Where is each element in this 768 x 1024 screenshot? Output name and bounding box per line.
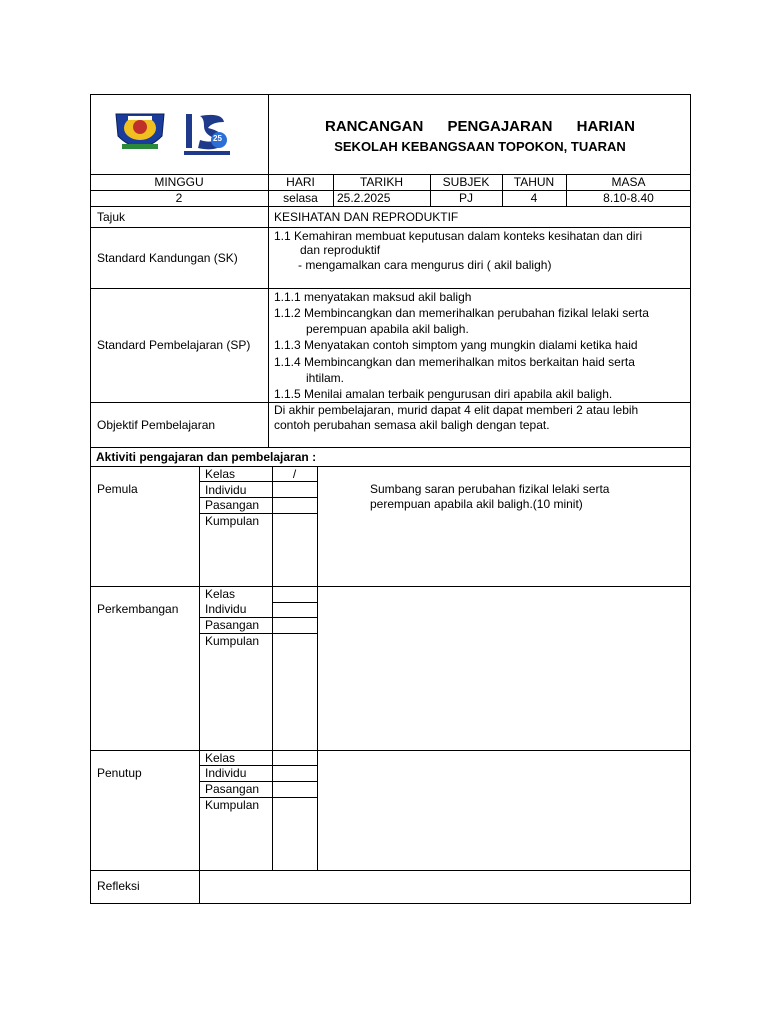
hari-value: selasa [283,191,318,205]
subjek-value: PJ [458,191,473,205]
sp-line: 1.1.1 menyatakan maksud akil baligh [274,290,472,304]
penutup-label: Penutup [97,766,142,780]
aktiviti-heading: Aktiviti pengajaran dan pembelajaran : [96,450,317,464]
group-individu: Individu [205,483,247,497]
group-pasangan: Pasangan [205,618,260,632]
pemula-kelas-mark: / [292,467,297,481]
group-kelas: Kelas [205,467,236,481]
group-pasangan: Pasangan [205,782,260,796]
group-kumpulan: Kumpulan [205,798,260,812]
page-title: RANCANGAN PENGAJARAN HARIAN [324,118,635,135]
sp-line: perempuan apabila akil baligh. [306,322,469,336]
objektif-label: Objektif Pembelajaran [97,418,216,432]
anniversary-logo [182,106,232,160]
school-name: SEKOLAH KEBANGSAAN TOPOKON, TUARAN [334,139,626,154]
sp-line: 1.1.4 Membincangkan dan memerihalkan mitos berkaitan haid serta [274,355,635,369]
tajuk-value: KESIHATAN DAN REPRODUKTIF [274,210,459,224]
group-pasangan: Pasangan [205,498,260,512]
tarikh-label: TARIKH [359,175,404,189]
group-kelas: Kelas [205,751,236,765]
sp-line: ihtilam. [306,371,345,385]
sp-line: 1.1.5 Menilai amalan terbaik pengurusan diri apabila akil baligh. [274,387,613,401]
objektif-line: contoh perubahan semasa akil baligh dengan tepat. [274,418,550,432]
school-crest-logo [108,106,172,158]
sp-line: 1.1.2 Membincangkan dan memerihalkan perubahan fizikal lelaki serta [274,306,649,320]
group-individu: Individu [205,766,247,780]
tahun-label: TAHUN [513,175,555,189]
tajuk-label: Tajuk [97,210,126,224]
refleksi-label: Refleksi [97,879,140,893]
perkembangan-label: Perkembangan [97,602,179,616]
hari-label: HARI [286,175,315,189]
group-individu: Individu [205,602,247,616]
sk-line: dan reproduktif [300,243,381,257]
tahun-value: 4 [530,191,538,205]
pemula-label: Pemula [97,482,138,496]
group-kumpulan: Kumpulan [205,634,260,648]
logo-number: 25 [213,134,222,143]
minggu-value: 2 [175,191,183,205]
subjek-label: SUBJEK [442,175,490,189]
group-kelas: Kelas [205,587,236,601]
group-kumpulan: Kumpulan [205,514,260,528]
sk-line: - mengamalkan cara mengurus diri ( akil baligh) [298,258,552,272]
sp-line: 1.1.3 Menyatakan contoh simptom yang mungkin dialami ketika haid [274,338,638,352]
objektif-line: Di akhir pembelajaran, murid dapat 4 elit dapat memberi 2 atau lebih [274,403,639,417]
sp-label: Standard Pembelajaran (SP) [97,338,251,352]
sk-label: Standard Kandungan (SK) [97,251,238,265]
masa-label: MASA [611,175,646,189]
minggu-label: MINGGU [154,175,204,189]
tarikh-value: 25.2.2025 [337,191,391,205]
pemula-activity-line: perempuan apabila akil baligh.(10 minit) [370,497,583,511]
masa-value: 8.10-8.40 [603,191,654,205]
pemula-activity-line: Sumbang saran perubahan fizikal lelaki serta [370,482,610,496]
sk-line: 1.1 Kemahiran membuat keputusan dalam konteks kesihatan dan diri [274,229,643,243]
